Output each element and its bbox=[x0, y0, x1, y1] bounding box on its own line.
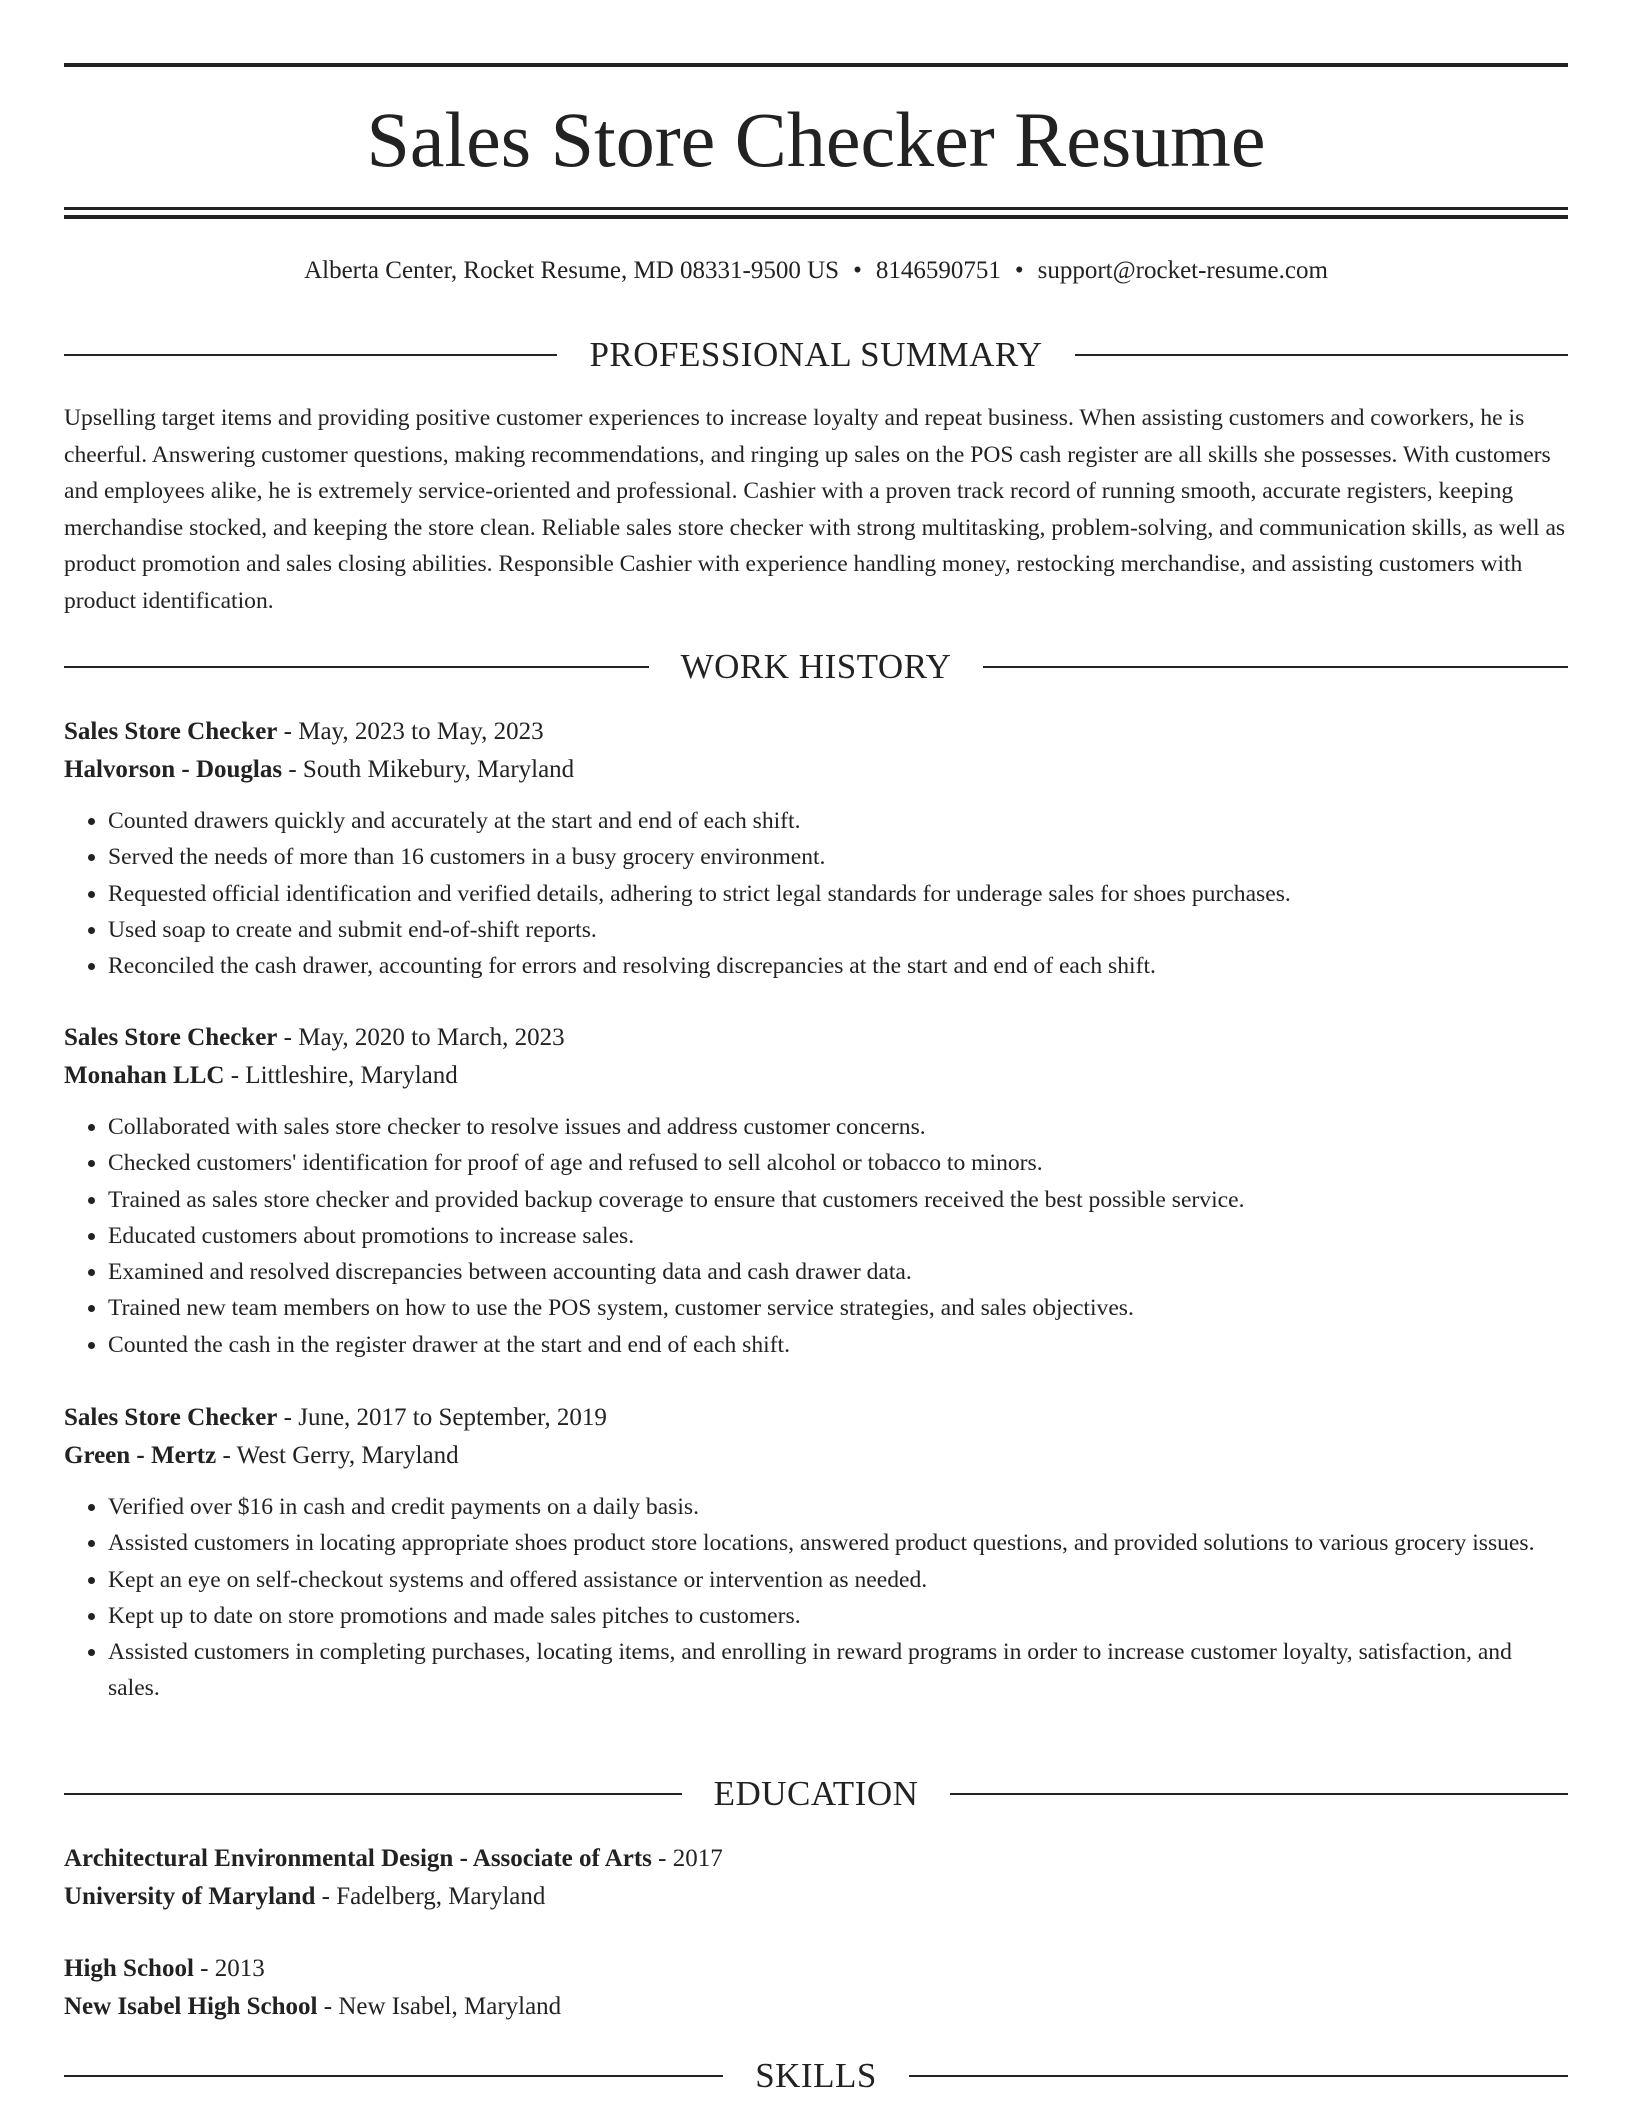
education-school: New Isabel High School bbox=[64, 1993, 318, 2020]
section-heading-skills bbox=[64, 2056, 1568, 2096]
job-entry bbox=[64, 1399, 1568, 1707]
list-item: • Counted the cash in the register drawer at the start and end of each shift. bbox=[108, 1327, 1568, 1363]
education-entry bbox=[64, 1950, 1568, 2026]
heading-rule-left bbox=[64, 1793, 682, 1795]
list-item: • Kept an eye on self-checkout systems and offered assistance or intervention as needed. bbox=[108, 1562, 1568, 1598]
job-title-line bbox=[64, 1399, 1568, 1437]
heading-rule-left bbox=[64, 354, 557, 356]
section-heading-summary bbox=[64, 335, 1568, 375]
heading-rule-left bbox=[64, 2075, 723, 2077]
list-item: • Kept up to date on store promotions and made sales pitches to customers. bbox=[108, 1598, 1568, 1634]
job-company-line bbox=[64, 751, 1568, 789]
contact-line bbox=[64, 254, 1568, 288]
list-item: • Reconciled the cash drawer, accounting for errors and resolving discrepancies at the start and end of each shift. bbox=[108, 948, 1568, 984]
title-rule-lower bbox=[64, 215, 1568, 219]
job-title: Sales Store Checker bbox=[64, 1024, 278, 1051]
resume-title: Sales Store Checker Resume bbox=[366, 96, 1266, 183]
heading-rule-right bbox=[1075, 354, 1568, 356]
job-company-line bbox=[64, 1437, 1568, 1475]
job-location: - South Mikebury, Maryland bbox=[282, 756, 575, 783]
job-dates: - June, 2017 to September, 2019 bbox=[277, 1404, 607, 1431]
list-item: • Requested official identification and verified details, adhering to strict legal standards for underage sales for shoes purchases. bbox=[108, 876, 1568, 912]
education-school: University of Maryland bbox=[64, 1883, 316, 1910]
education-location: - New Isabel, Maryland bbox=[317, 1993, 562, 2020]
list-item: • Counted drawers quickly and accurately at the start and end of each shift. bbox=[108, 803, 1568, 839]
job-title: Sales Store Checker bbox=[64, 1404, 278, 1431]
list-item: • Served the needs of more than 16 customers in a busy grocery environment. bbox=[108, 839, 1568, 875]
list-item: • Examined and resolved discrepancies between accounting data and cash drawer data. bbox=[108, 1254, 1568, 1290]
job-dates: - May, 2020 to March, 2023 bbox=[277, 1024, 565, 1051]
heading-rule-left bbox=[64, 666, 649, 668]
title-rule-upper bbox=[64, 207, 1568, 210]
list-item: • Trained as sales store checker and provided backup coverage to ensure that customers received the best possible service. bbox=[108, 1182, 1568, 1218]
job-dates: - May, 2023 to May, 2023 bbox=[277, 718, 544, 745]
job-title: Sales Store Checker bbox=[64, 718, 278, 745]
education-degree: Architectural Environmental Design - Associate of Arts bbox=[64, 1845, 652, 1872]
contact-email: support@rocket-resume.com bbox=[1037, 257, 1328, 284]
list-item: • Used soap to create and submit end-of-shift reports. bbox=[108, 912, 1568, 948]
list-item: • Assisted customers in completing purchases, locating items, and enrolling in reward programs in order to increase customer loyalty, satisfaction, and sales. bbox=[108, 1634, 1568, 1707]
job-company: Monahan LLC bbox=[64, 1062, 225, 1089]
list-item: • Educated customers about promotions to increase sales. bbox=[108, 1218, 1568, 1254]
job-bullets bbox=[64, 1109, 1568, 1363]
job-company: Halvorson - Douglas bbox=[64, 756, 283, 783]
education-entry bbox=[64, 1840, 1568, 1916]
section-title: WORK HISTORY bbox=[680, 647, 952, 686]
heading-rule-right bbox=[950, 1793, 1568, 1795]
job-company-line bbox=[64, 1057, 1568, 1095]
section-heading-work bbox=[64, 647, 1568, 687]
education-school-line bbox=[64, 1988, 1568, 2026]
heading-rule-right bbox=[909, 2075, 1568, 2077]
education-degree-line bbox=[64, 1950, 1568, 1988]
job-title-line bbox=[64, 1019, 1568, 1057]
list-item: • Verified over $16 in cash and credit payments on a daily basis. bbox=[108, 1489, 1568, 1525]
top-rule bbox=[64, 63, 1568, 67]
education-school-line bbox=[64, 1878, 1568, 1916]
contact-address: Alberta Center, Rocket Resume, MD 08331-9500 US bbox=[304, 257, 840, 284]
list-item: • Assisted customers in locating appropriate shoes product store locations, answered product questions, and provided solutions to various grocery issues. bbox=[108, 1525, 1568, 1561]
job-location: - Littleshire, Maryland bbox=[224, 1062, 458, 1089]
heading-rule-right bbox=[983, 666, 1568, 668]
section-title: PROFESSIONAL SUMMARY bbox=[589, 335, 1043, 374]
education-degree: High School bbox=[64, 1955, 194, 1982]
education-year: - 2013 bbox=[193, 1955, 265, 1982]
section-title: SKILLS bbox=[755, 2056, 877, 2095]
section-heading-education bbox=[64, 1774, 1568, 1814]
job-title-line bbox=[64, 713, 1568, 751]
list-item: • Collaborated with sales store checker to resolve issues and address customer concerns. bbox=[108, 1109, 1568, 1145]
education-year: - 2017 bbox=[651, 1845, 723, 1872]
summary-paragraph: Upselling target items and providing positive customer experiences to increase loyalty and repeat business. When assisting customers and coworkers, he is cheerful. Answering customer questions, making recommendations, and ringing up sales on the POS cash register are all skills she possesses. With customers and employees alike, he is extremely service-oriented and professional. Cashier with a proven track record of running smooth, accurate registers, keeping merchandise stocked, and keeping the store clean. Reliable sales store checker with strong multitasking, problem-solving, and communication skills, as well as product promotion and sales closing abilities. Responsible Cashier with experience handling money, restocking merchandise, and assisting customers with product identification. bbox=[64, 405, 1566, 614]
list-item: • Checked customers' identification for proof of age and refused to sell alcohol or tobacco to minors. bbox=[108, 1145, 1568, 1181]
education-degree-line bbox=[64, 1840, 1568, 1878]
job-bullets bbox=[64, 803, 1568, 984]
job-company: Green - Mertz bbox=[64, 1442, 217, 1469]
section-title: EDUCATION bbox=[713, 1774, 919, 1813]
education-location: - Fadelberg, Maryland bbox=[315, 1883, 546, 1910]
job-location: - West Gerry, Maryland bbox=[216, 1442, 459, 1469]
contact-separator: • bbox=[1014, 257, 1024, 284]
job-entry bbox=[64, 1019, 1568, 1363]
job-bullets bbox=[64, 1489, 1568, 1707]
list-item: • Trained new team members on how to use the POS system, customer service strategies, and sales objectives. bbox=[108, 1290, 1568, 1326]
contact-separator: • bbox=[853, 257, 862, 284]
job-entry bbox=[64, 713, 1568, 984]
contact-phone: 8146590751 bbox=[875, 257, 1001, 284]
